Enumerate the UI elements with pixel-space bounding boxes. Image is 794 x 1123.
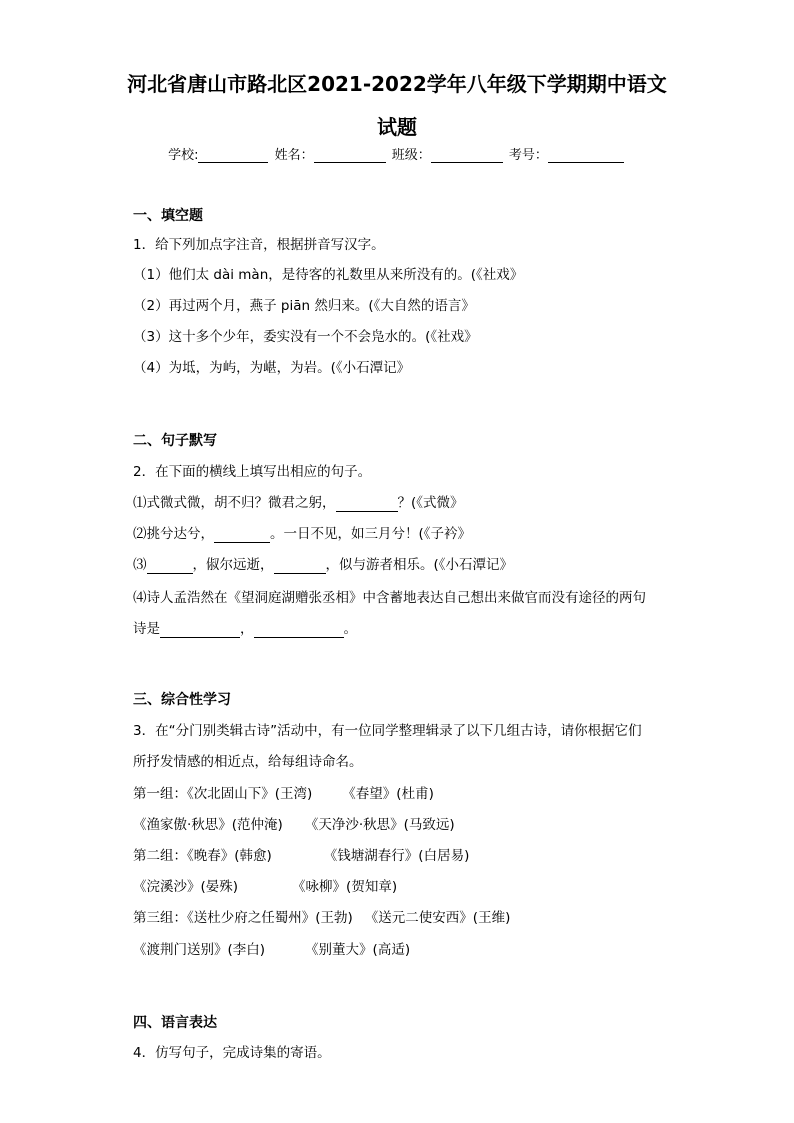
answer-blank[interactable] — [147, 559, 193, 574]
page-title: 河北省唐山市路北区2021-2022学年八年级下学期期中语文 — [127, 72, 667, 96]
item-4-text-c: ， — [240, 621, 254, 637]
question-1-item-4: （4）为坻，为屿，为嵁，为岩。(《小石潭记》 — [133, 360, 411, 376]
question-3-prompt-line-1: 3．在“分门别类辑古诗”活动中，有一位同学整理辑录了以下几组古诗，请你根据它们 — [133, 723, 642, 739]
item-4-text-b: 诗是 — [133, 621, 160, 637]
poem-entry: 《咏柳》(贺知章) — [292, 879, 398, 895]
question-2-item-1 — [133, 494, 464, 512]
section-heading-3: 三、综合性学习 — [133, 692, 231, 708]
class-blank — [431, 148, 503, 163]
group-3-row-2 — [133, 941, 410, 959]
poem-entry: 《别董大》(高适) — [305, 942, 411, 958]
question-3-prompt-line-2: 所抒发情感的相近点，给每组诗命名。 — [133, 754, 363, 770]
name-blank — [314, 148, 386, 163]
item-3-text-b: ，俶尔远逝， — [192, 557, 274, 573]
poem-entry: 《春望》(杜甫) — [342, 786, 434, 802]
question-1-item-2: （2）再过两个月，燕子 piān 然归来。(《大自然的语言》 — [133, 298, 475, 314]
answer-blank[interactable] — [254, 623, 344, 638]
poem-entry: 第二组：《晚春》(韩愈) — [133, 848, 272, 864]
question-2-item-2 — [133, 525, 471, 543]
item-2-text-a: ⑵挑兮达兮， — [133, 526, 214, 542]
group-1-row-1 — [133, 785, 434, 803]
poem-entry: 《浣溪沙》(晏殊) — [133, 879, 239, 895]
answer-blank[interactable] — [336, 497, 398, 512]
question-2-item-4-line-2 — [133, 620, 357, 638]
answer-blank[interactable] — [274, 559, 326, 574]
group-1-row-2 — [133, 816, 455, 834]
group-2-row-1 — [133, 847, 469, 865]
section-heading-1: 一、填空题 — [133, 208, 203, 224]
number-blank — [548, 148, 624, 163]
poem-entry: 《钱塘湖春行》(白居易) — [323, 848, 470, 864]
poem-entry: 《渡荆门送别》(李白) — [133, 942, 266, 958]
question-2-item-3 — [133, 556, 513, 574]
group-2-row-2 — [133, 878, 397, 896]
answer-blank[interactable] — [214, 528, 270, 543]
number-label: 考号： — [508, 148, 548, 163]
group-3-row-1 — [133, 909, 510, 927]
class-label: 班级： — [391, 148, 431, 163]
item-1-text-a: ⑴式微式微，胡不归？微君之躬， — [133, 495, 336, 511]
question-2-prompt: 2．在下面的横线上填写出相应的句子。 — [133, 464, 372, 480]
poem-entry: 《渔家傲·秋思》(范仲淹) — [133, 817, 283, 833]
item-3-text-a: ⑶ — [133, 557, 147, 573]
school-blank — [198, 148, 268, 163]
question-1-item-3: （3）这十多个少年，委实没有一个不会凫水的。(《社戏》 — [133, 329, 478, 345]
section-heading-2: 二、句子默写 — [133, 433, 217, 449]
question-1-prompt: 1．给下列加点字注音，根据拼音写汉字。 — [133, 237, 385, 253]
question-4-prompt: 4．仿写句子，完成诗集的寄语。 — [133, 1045, 331, 1061]
name-label: 姓名： — [274, 148, 314, 163]
poem-entry: 《送元二使安西》(王维) — [364, 910, 511, 926]
item-3-text-c: ，似与游者相乐。(《小石潭记》 — [325, 557, 514, 573]
poem-entry: 第三组：《送杜少府之任蜀州》(王勃) — [133, 910, 353, 926]
question-1-item-1: （1）他们太 dài màn，是待客的礼数里从来所没有的。(《社戏》 — [133, 267, 524, 283]
question-2-item-4-line-1: ⑷诗人孟浩然在《望洞庭湖赠张丞相》中含蓄地表达自己想出来做官而没有途径的两句 — [133, 590, 646, 606]
answer-blank[interactable] — [160, 623, 240, 638]
poem-entry: 《天净沙·秋思》(马致远) — [304, 817, 455, 833]
poem-entry: 第一组：《次北固山下》(王湾) — [133, 786, 313, 802]
student-info-line — [0, 144, 794, 163]
page-title-continued: 试题 — [377, 115, 417, 139]
item-1-text-b: ？(《式微》 — [397, 495, 464, 511]
section-heading-4: 四、语言表达 — [133, 1015, 217, 1031]
school-label: 学校: — [168, 148, 199, 163]
item-4-text-d: 。 — [343, 621, 357, 637]
item-2-text-b: 。一日不见，如三月兮！(《子衿》 — [270, 526, 472, 542]
